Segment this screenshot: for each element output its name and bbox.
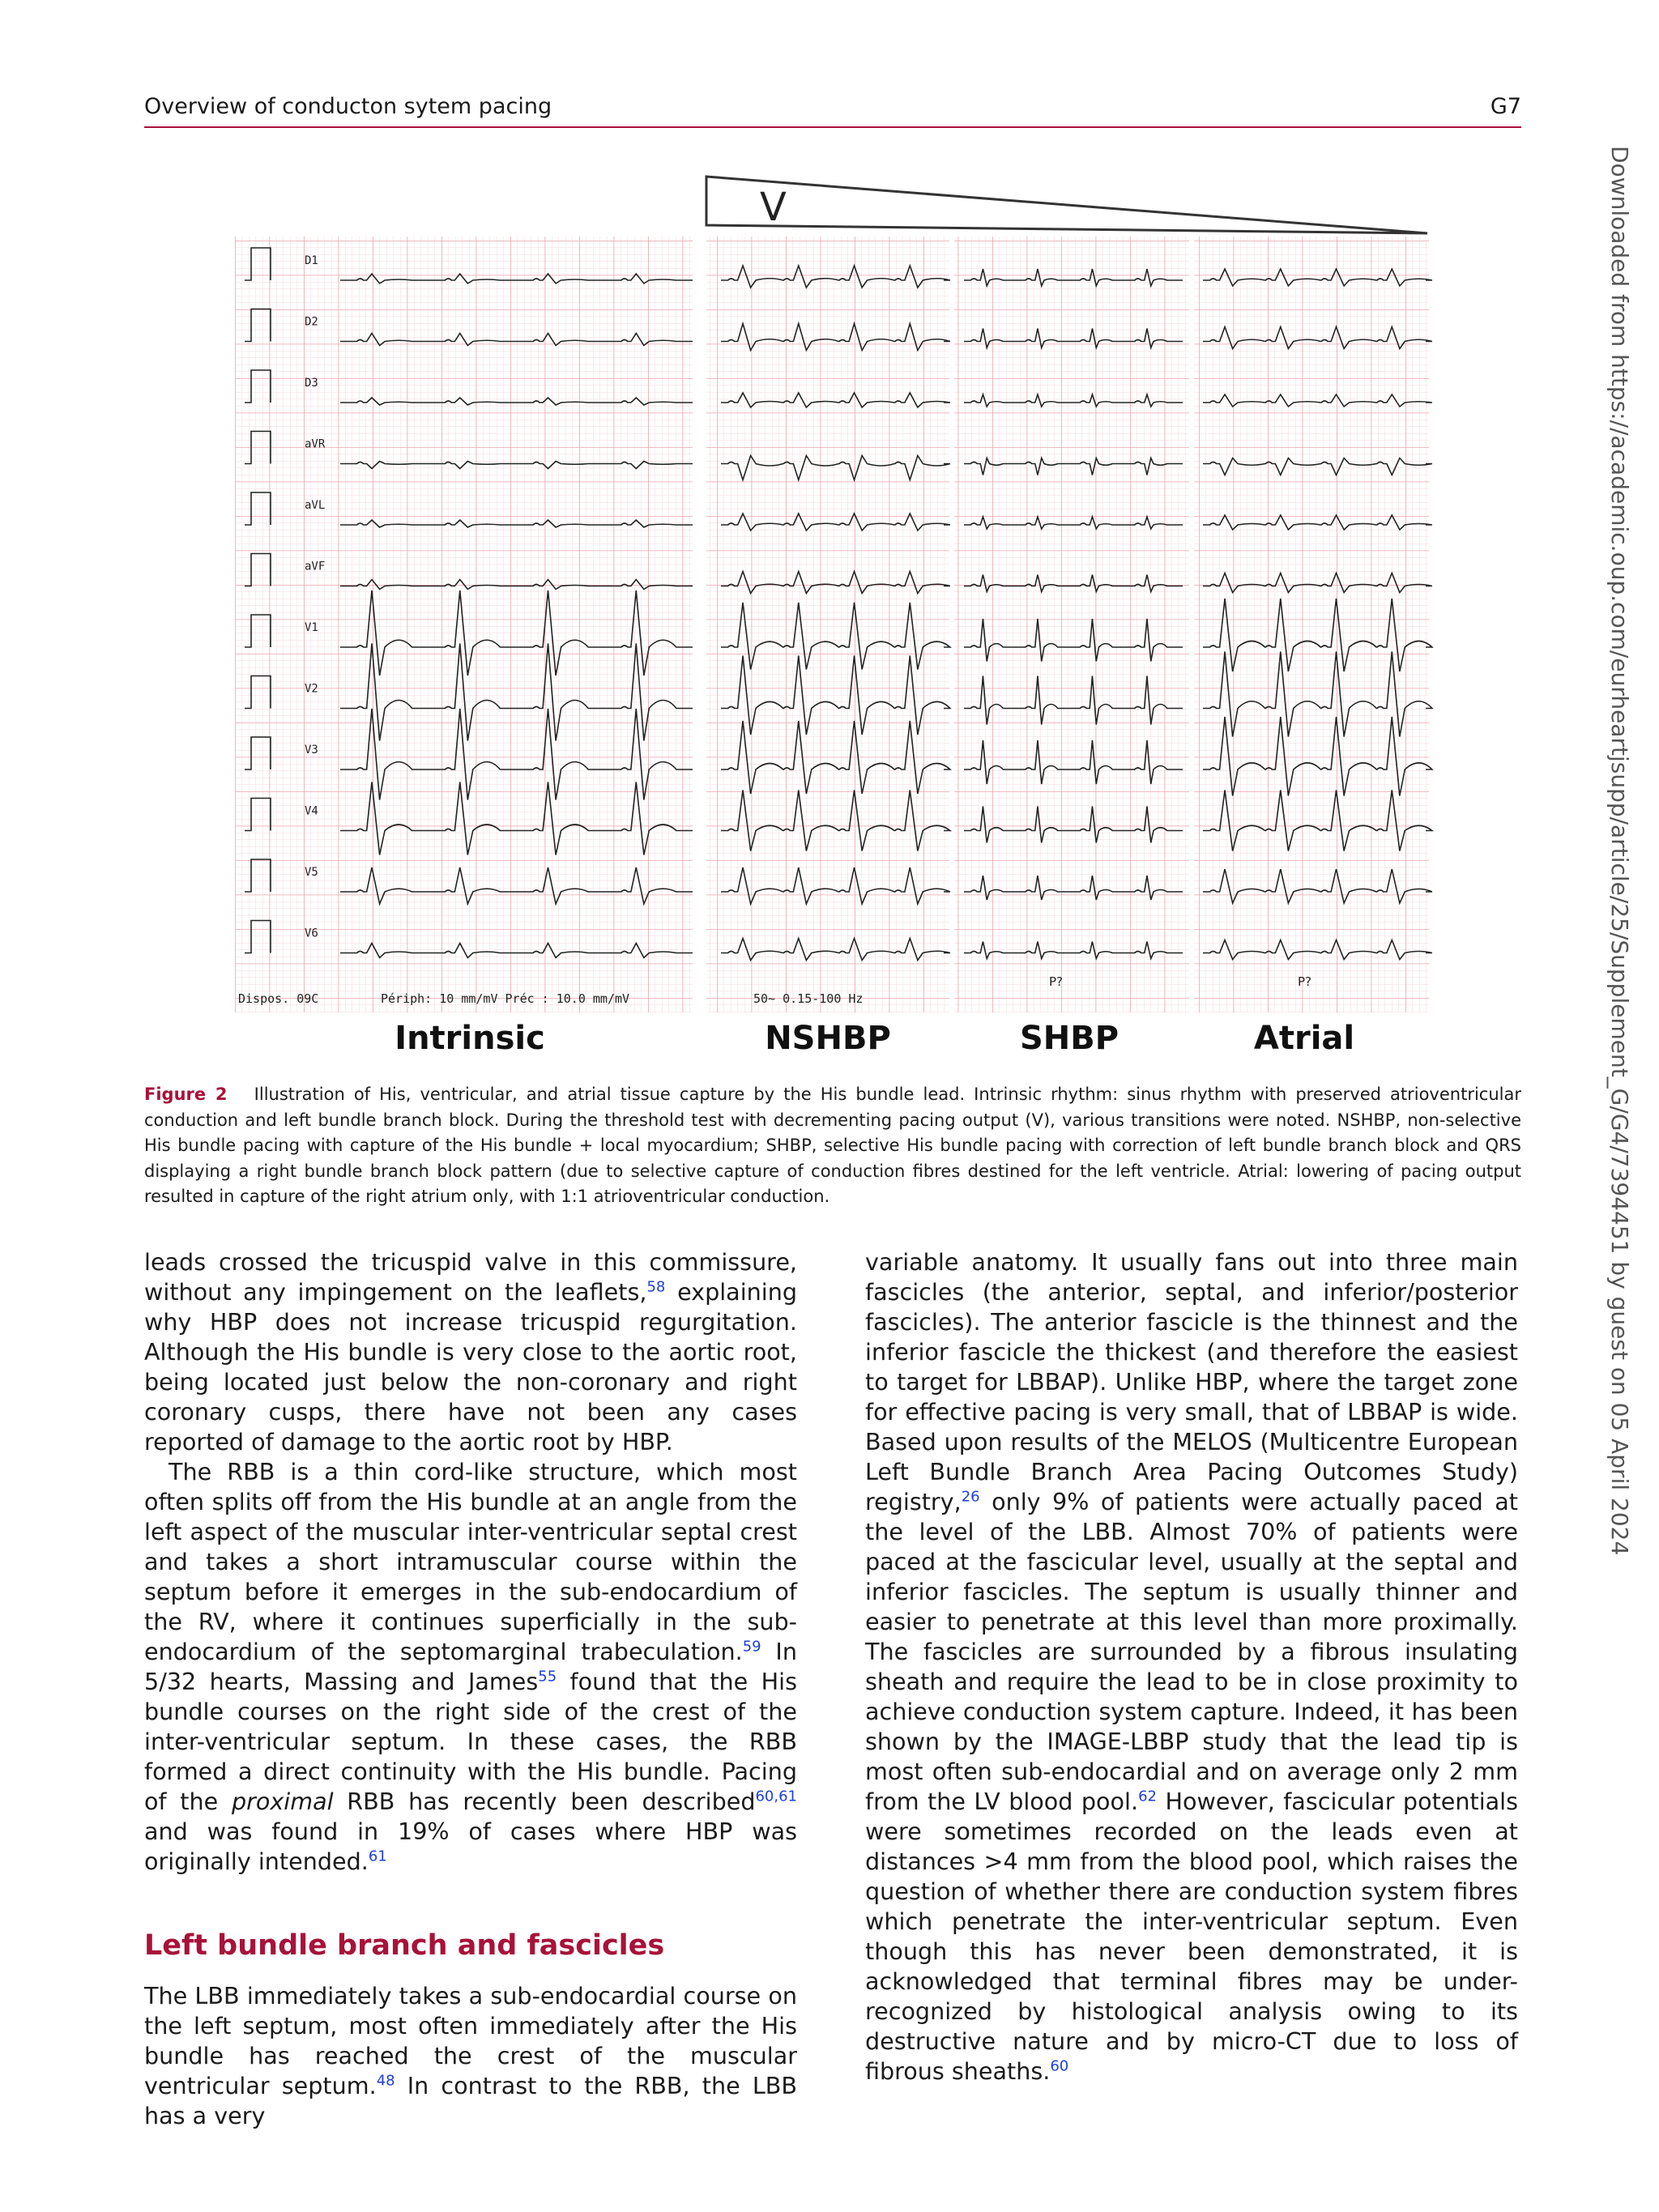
lead-label: aVR: [305, 437, 326, 451]
lead-label: V6: [305, 927, 318, 940]
panel-label-shbp: SHBP: [1019, 1020, 1120, 1057]
filter-label: 50~ 0.15-100 Hz: [753, 991, 864, 1006]
lead-label: V2: [305, 682, 318, 696]
panel-atrial: [1194, 237, 1432, 1057]
lead-footer-disp: Dispos. 09C: [238, 991, 319, 1006]
lead-label: V4: [305, 804, 318, 818]
citation-link[interactable]: 48: [376, 2072, 395, 2090]
figure-label: Figure 2: [144, 1085, 228, 1104]
panel-label-intrinsic: Intrinsic: [394, 1020, 545, 1057]
panel-nshbp: [706, 237, 950, 1057]
panel-shbp: [954, 237, 1189, 1057]
section-heading: Left bundle branch and fascicles: [144, 1929, 665, 1962]
lead-label: D2: [305, 315, 318, 329]
citation-link[interactable]: 26: [961, 1488, 980, 1506]
running-title: Overview of conducton sytem pacing: [144, 94, 552, 119]
citation-link[interactable]: 61: [368, 1848, 387, 1865]
paragraph: The RBB is a thin cord-like structure, which most often splits off from the His bundle at an angle from the left aspect of the muscular inter-ventricular septal crest and takes a short intramuscular course within the septum before it emerges in the sub-endocardium of the RV, where it continues superficially in the sub-endocardium of the septomarginal trabeculation.$^{59}$ In 5/32 hearts, Massing and James$^{55}$ found that the His bundle courses on the right side of the crest of the inter-ventricular septum. In these cases, the RBB formed a direct continuity with the His bundle. Pacing of the proximal RBB has recently been described$^{60,61}$ and was found in 19% of cases where HBP was originally intended.$^{61}$: [144, 1458, 797, 1875]
lead-label: aVL: [305, 499, 326, 512]
citation-link[interactable]: 59: [742, 1638, 761, 1656]
grid-atrial: [1194, 237, 1429, 1012]
lead-label: aVF: [305, 560, 326, 573]
lead-label: V1: [305, 621, 318, 634]
panel-label-nshbp: NSHBP: [765, 1020, 891, 1057]
lead-label: V3: [305, 744, 318, 757]
citation-link[interactable]: 60,61: [755, 1788, 797, 1805]
lead-label: V5: [305, 866, 318, 879]
figure-caption: [144, 1082, 1521, 1210]
panel-intrinsic: [235, 237, 693, 1057]
ecg-figure: [235, 172, 1434, 1063]
panel-label-atrial: Atrial: [1253, 1020, 1355, 1057]
lead-label: D3: [305, 377, 318, 390]
citation-link[interactable]: 55: [538, 1668, 557, 1686]
p-marker-atrial: P?: [1298, 974, 1312, 989]
decrement-wedge: [706, 177, 1427, 233]
citation-link[interactable]: 58: [646, 1278, 666, 1296]
left-column: [144, 1247, 797, 2131]
page-number: G7: [1490, 94, 1521, 119]
paragraph: The LBB immediately takes a sub-endocardial course on the left septum, most often immediately after the His bundle has reached the crest of the muscular ventricular septum.$^{48}$ In contrast to the RBB, the LBB has a very: [144, 1982, 798, 2129]
caption-text: Illustration of His, ventricular, and atrial tissue capture by the His bundle lead. Intrinsic rhythm: sinus rhythm with preserved atrioventricular conduction and left bundle branch block. During the threshold test with decrementing pacing output (V), various transitions were noted. NSHBP, non-selective His bundle pacing with capture of the His bundle + local myocardium; SHBP, selective His bundle pacing with correction of left bundle branch block and QRS displaying a right bundle branch block pattern (due to selective capture of conduction fibres destined for the left ventricle. Atrial: lowering of pacing output resulted in capture of the right atrium only, with 1:1 atrioventricular conduction.: [144, 1085, 1521, 1206]
lead-footer-periph: Périph: 10 mm/mV Préc : 10.0 mm/mV: [381, 991, 630, 1006]
download-watermark: Downloaded from https://academic.oup.com/eurheartjsupp/article/25/Supplement_G/G4/7394451 by guest on 05 April 2024: [1606, 146, 1633, 1556]
grid-shbp: [954, 237, 1189, 1012]
citation-link[interactable]: 60: [1050, 2057, 1069, 2075]
p-marker-shbp: P?: [1049, 974, 1064, 989]
paragraph: leads crossed the tricuspid valve in this commissure, without any impingement on the leaflets,$^{58}$ explaining why HBP does not increase tricuspid regurgitation. Although the His bundle is very close to the aortic root, being located just below the non-coronary and right coronary cusps, there have not been any cases reported of damage to the aortic root by HBP.: [144, 1248, 797, 1455]
citation-link[interactable]: 62: [1138, 1788, 1157, 1805]
right-column: [865, 1247, 1518, 2086]
lead-label: D1: [305, 254, 318, 267]
running-header: [144, 91, 1521, 128]
decrement-label: V: [760, 185, 787, 230]
paragraph: variable anatomy. It usually fans out into three main fascicles (the anterior, septal, and inferior/posterior fascicles). The anterior fascicle is the thinnest and the inferior fascicle the thickest (and therefore the easiest to target for LBBAP). Unlike HBP, where the target zone for effective pacing is very small, that of LBBAP is wide. Based upon results of the MELOS (Multicentre European Left Bundle Branch Area Pacing Outcomes Study) registry,$^{26}$ only 9% of patients were actually paced at the level of the LBB. Almost 70% of patients were paced at the fascicular level, usually at the septal and inferior fascicles. The septum is usually thinner and easier to penetrate at this level than more proximally. The fascicles are surrounded by a fibrous insulating sheath and require the lead to be in close proximity to achieve conduction system capture. Indeed, it has been shown by the IMAGE-LBBP study that the lead tip is most often sub-endocardial and on average only 2 mm from the LV blood pool.$^{62}$ However, fascicular potentials were sometimes recorded on the leads even at distances >4 mm from the blood pool, which raises the question of whether there are conduction system fibres which penetrate the inter-ventricular septum. Even though this has never been demonstrated, it is acknowledged that terminal fibres may be under-recognized by histological analysis owing to its destructive nature and by micro-CT due to loss of fibrous sheaths.$^{60}$: [865, 1248, 1519, 2085]
